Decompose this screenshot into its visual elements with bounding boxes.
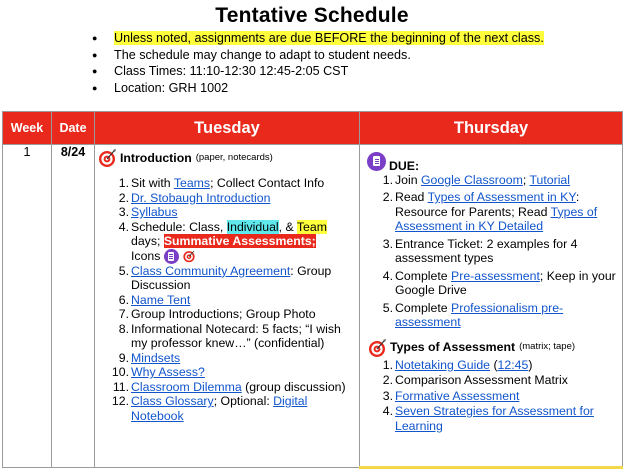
types-assessment-detailed-link[interactable]: Types of Assessment in KY Detailed xyxy=(395,204,598,233)
list-item xyxy=(373,269,618,298)
item-text: ; Keep in your Google Drive xyxy=(395,268,616,297)
item-text: , & xyxy=(278,219,297,234)
summative-highlight: Summative Assessments; xyxy=(163,234,316,248)
week-cell: 1 xyxy=(3,145,52,468)
list-item xyxy=(109,322,355,351)
professionalism-link[interactable]: Professionalism pre-assessment xyxy=(395,300,564,329)
item-text: Read xyxy=(395,190,428,204)
item-text: Join xyxy=(395,172,421,187)
list-number: 4. xyxy=(118,219,129,234)
time-link[interactable]: 12:45 xyxy=(497,357,529,372)
list-item xyxy=(109,365,355,380)
types-heading xyxy=(367,338,618,358)
list-item xyxy=(109,176,355,191)
individual-highlight: Individual xyxy=(226,219,279,234)
introduction-title: Introduction xyxy=(120,150,192,165)
schedule-notes xyxy=(92,30,544,96)
list-number: 2. xyxy=(382,190,393,204)
list-item xyxy=(373,404,618,433)
digital-notebook-link[interactable]: Digital Notebook xyxy=(131,394,308,423)
item-text: Informational Notecard: 5 facts; “I wish my professor knew…” (confidential) xyxy=(131,321,341,351)
item-text: ; xyxy=(522,172,530,187)
list-item xyxy=(373,358,618,373)
item-text: Group Introductions; Group Photo xyxy=(131,307,316,322)
list-number: 7. xyxy=(118,307,129,322)
list-number: 10. xyxy=(111,365,129,380)
item-text: : Group Discussion xyxy=(131,263,332,293)
seven-strategies-link[interactable]: Seven Strategies for Assessment for Learning xyxy=(395,404,594,433)
introduction-heading xyxy=(97,148,355,168)
teams-link[interactable]: Teams xyxy=(173,176,211,190)
note-item xyxy=(92,80,544,96)
notetaking-guide-link[interactable]: Notetaking Guide xyxy=(395,357,491,372)
item-text: Comparison Assessment Matrix xyxy=(395,373,568,387)
item-text: : Resource for Parents; Read xyxy=(395,190,580,219)
item-text: (group discussion) xyxy=(241,379,346,394)
item-text: Entrance Ticket: 2 examples for 4 assessment types xyxy=(395,236,578,265)
list-number: 2. xyxy=(118,190,129,205)
syllabus-link[interactable]: Syllabus xyxy=(131,205,178,219)
list-item xyxy=(109,264,355,293)
week-header: Week xyxy=(3,112,52,145)
formative-assessment-link[interactable]: Formative Assessment xyxy=(395,388,520,403)
page-title: Tentative Schedule xyxy=(215,4,409,27)
list-number: 12. xyxy=(111,394,129,409)
list-item xyxy=(373,389,618,404)
types-note: (matrix; tape) xyxy=(519,341,576,353)
list-number: 5. xyxy=(118,263,129,278)
note-item xyxy=(92,47,544,63)
list-number: 2. xyxy=(382,373,393,387)
list-number: 4. xyxy=(382,404,393,418)
note-item xyxy=(92,63,544,79)
table-row xyxy=(3,145,623,468)
item-text: ) xyxy=(528,357,533,372)
list-item xyxy=(109,205,355,220)
list-item xyxy=(373,373,618,388)
list-number: 5. xyxy=(382,300,393,315)
list-item xyxy=(109,307,355,322)
classroom-dilemma-link[interactable]: Classroom Dilemma xyxy=(131,379,242,394)
tuesday-list xyxy=(109,176,355,423)
list-number: 8. xyxy=(118,321,129,336)
pre-assessment-link[interactable]: Pre-assessment xyxy=(451,268,540,283)
list-number: 11. xyxy=(112,379,129,394)
list-item xyxy=(109,351,355,366)
note-text: The schedule may change to adapt to student needs. xyxy=(114,47,411,62)
why-assess-link[interactable]: Why Assess? xyxy=(131,365,205,380)
tuesday-header: Tuesday xyxy=(95,112,360,145)
item-text: Sit with xyxy=(131,176,174,190)
due-heading xyxy=(367,149,618,174)
list-number: 9. xyxy=(118,350,129,365)
list-item xyxy=(373,190,618,234)
introduction-link[interactable]: Dr. Stobaugh Introduction xyxy=(131,190,271,205)
mindsets-link[interactable]: Mindsets xyxy=(131,350,181,365)
target-icon xyxy=(367,338,387,358)
date-cell: 8/24 xyxy=(52,145,95,468)
types-title: Types of Assessment xyxy=(390,340,516,355)
item-text: Complete xyxy=(395,300,452,315)
list-item xyxy=(373,301,618,330)
tutorial-link[interactable]: Tutorial xyxy=(529,172,571,187)
item-text: Icons xyxy=(131,248,161,263)
team-highlight: Team xyxy=(296,219,327,234)
due-list xyxy=(373,173,618,330)
tuesday-cell xyxy=(95,145,360,468)
list-number: 4. xyxy=(382,268,393,283)
item-text: Schedule: Class, xyxy=(131,219,227,234)
list-number: 3. xyxy=(118,205,129,219)
item-text: ; Optional: xyxy=(213,394,274,409)
date-header: Date xyxy=(52,112,95,145)
class-glossary-link[interactable]: Class Glossary xyxy=(131,394,214,409)
item-text: days; xyxy=(131,234,164,248)
schedule-table xyxy=(2,111,623,469)
target-icon xyxy=(182,249,196,263)
list-number: 1. xyxy=(382,172,393,187)
name-tent-link[interactable]: Name Tent xyxy=(131,292,191,307)
note-text: Location: GRH 1002 xyxy=(114,80,229,95)
list-number: 3. xyxy=(382,236,393,251)
item-text: ; Collect Contact Info xyxy=(210,176,325,190)
item-text: ( xyxy=(490,357,498,372)
types-assessment-ky-link[interactable]: Types of Assessment in KY xyxy=(427,190,576,204)
note-item xyxy=(92,30,544,46)
list-number: 1. xyxy=(382,357,393,372)
table-header-row xyxy=(3,112,623,145)
list-item xyxy=(109,380,355,395)
note-text: Unless noted, assignments are due BEFORE the beginning of the next class. xyxy=(114,31,544,45)
types-list xyxy=(373,358,618,434)
list-number: 6. xyxy=(118,292,129,307)
community-agreement-link[interactable]: Class Community Agreement xyxy=(131,263,291,278)
list-item xyxy=(109,394,355,423)
list-item xyxy=(109,191,355,206)
list-item xyxy=(109,220,355,264)
item-text: Complete xyxy=(395,268,452,283)
list-item xyxy=(373,173,618,188)
due-title: DUE: xyxy=(389,159,420,173)
introduction-note: (paper, notecards) xyxy=(195,151,273,163)
target-icon xyxy=(97,148,117,168)
thursday-cell xyxy=(360,145,623,468)
document-icon xyxy=(367,152,386,171)
document-icon xyxy=(164,249,179,264)
list-number: 1. xyxy=(118,176,129,190)
thursday-header: Thursday xyxy=(360,112,623,145)
list-item xyxy=(373,237,618,266)
google-classroom-link[interactable]: Google Classroom xyxy=(420,172,523,187)
list-number: 3. xyxy=(382,388,393,403)
list-item xyxy=(109,293,355,308)
note-text: Class Times: 11:10-12:30 12:45-2:05 CST xyxy=(114,64,349,79)
